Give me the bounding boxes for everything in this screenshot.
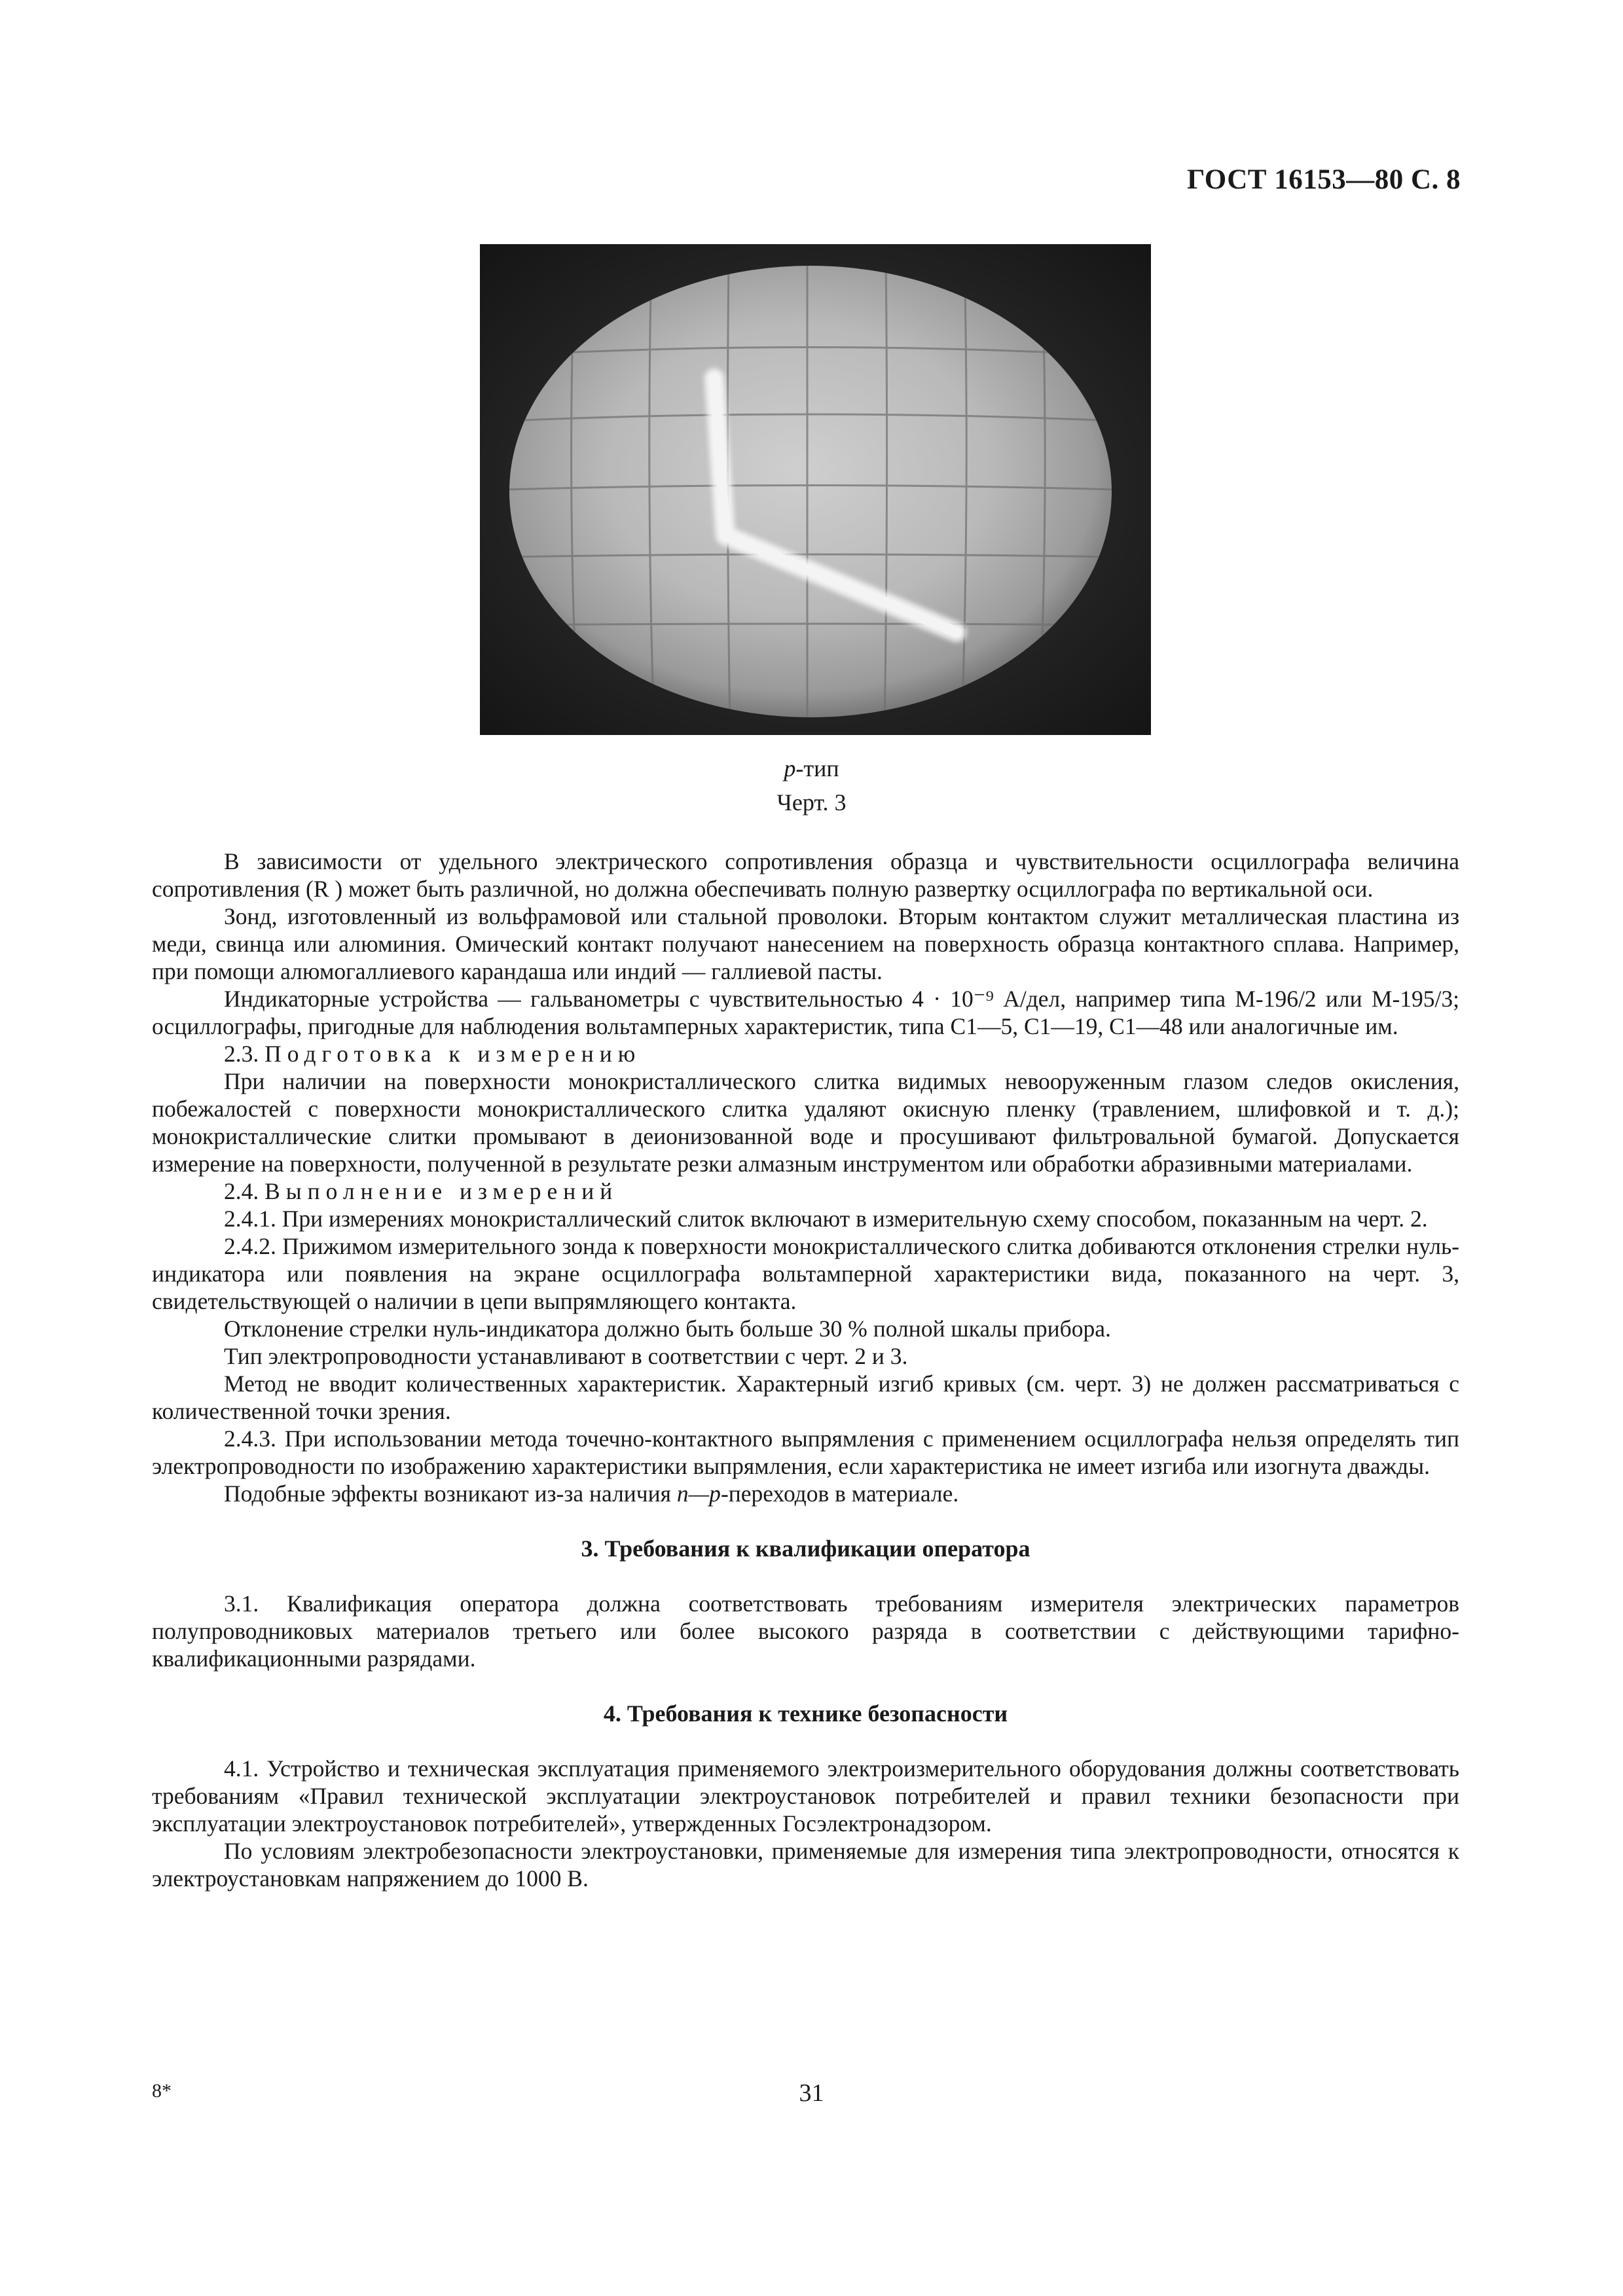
- paragraph: 3.1. Квалификация оператора должна соответствовать требованиям измерителя электрических параметров полупроводниковых материалов третьего или более высокого разряда в соответствии с действующими тарифно-квалификационными разрядами.: [152, 1590, 1459, 1672]
- paragraph: По условиям электробезопасности электроустановки, применяемые для измерения типа электропроводности, относятся к электроустановкам напряжением до 1000 В.: [152, 1838, 1459, 1892]
- paragraph: 2.4.3. При использовании метода точечно-контактного выпрямления с применением осциллографа нельзя определять тип электропроводности по изображению характеристики выпрямления, если характеристика не имеет изгиба или изогнута дважды.: [152, 1426, 1459, 1479]
- paragraph: Зонд, изготовленный из вольфрамовой или стальной проволоки. Вторым контактом служит металлическая пластина из меди, свинца или алюминия. Омический контакт получают нанесением на поверхность образца контактного сплава. Например, при помощи алюмогаллиевого карандаша или индий — галлиевой пасты.: [152, 903, 1459, 984]
- oscilloscope-screen: [509, 266, 1112, 717]
- oscillogram-photo: [480, 244, 1151, 735]
- body-text: [152, 848, 1459, 1892]
- section-3-heading: 3. Требования к квалификации оператора: [581, 1535, 1030, 1562]
- paragraph: Подобные эффекты возникают из-за наличия n—p-переходов в материале.: [224, 1480, 959, 1507]
- paragraph: 2.4.1. При измерениях монокристаллический слиток включают в измерительную схему способом, показанным на черт. 2.: [224, 1206, 1428, 1232]
- section-2-3-heading: 2.3. Подготовка к измерению: [224, 1041, 642, 1067]
- paragraph: В зависимости от удельного электрического сопротивления образца и чувствительности осциллографа величина сопротивления (R ) может быть различной, но должна обеспечивать полную развертку осциллографа по вертикальной оси.: [152, 848, 1459, 902]
- paragraph: Метод не вводит количественных характеристик. Характерный изгиб кривых (см. черт. 3) не должен рассматриваться с количественной точки зрения.: [152, 1371, 1459, 1424]
- oscillogram-image: [480, 244, 1151, 735]
- paragraph: При наличии на поверхности монокристаллического слитка видимых невооруженным глазом следов окисления, побежалостей с поверхности монокристаллического слитка удаляют окисную пленку (травлением, шлифовкой и т. д.); монокристаллические слитки промывают в деионизованной воде и просушивают фильтровальной бумагой. Допускается измерение на поверхности, полученной в результате резки алмазным инструментом или обработки абразивными материалами.: [152, 1068, 1459, 1177]
- paragraph: Отклонение стрелки нуль-индикатора должно быть больше 30 % полной шкалы прибора.: [224, 1316, 1111, 1342]
- paragraph: 4.1. Устройство и техническая эксплуатация применяемого электроизмерительного оборудования должны соответствовать требованиям «Правил технической эксплуатации электроустановок потребителей и правил техники безопасности при эксплуатации электроустановок потребителей», утвержденных Госэлектронадзором.: [152, 1755, 1459, 1837]
- section-2-4-heading: 2.4. Выполнение измерений: [224, 1178, 619, 1204]
- footer-mark: 8*: [152, 2080, 172, 2102]
- section-4-heading: 4. Требования к технике безопасности: [603, 1700, 1008, 1727]
- paragraph: Индикаторные устройства — гальванометры с чувствительностью 4 · 10⁻⁹ А/дел, например типа М-196/2 или М-195/3; осциллографы, пригодные для наблюдения вольтамперных характеристик, типа С1—5, С1—19, С1—48 или аналогичные им.: [152, 986, 1459, 1039]
- paragraph: 2.4.2. Прижимом измерительного зонда к поверхности монокристаллического слитка добиваются отклонения стрелки нуль-индикатора или появления на экране осциллографа вольтамперной характеристики вида, показанного на черт. 3, свидетельствующей о наличии в цепи выпрямляющего контакта.: [152, 1233, 1459, 1314]
- figure-type-label: p-тип: [784, 755, 839, 781]
- figure-caption: Черт. 3: [776, 789, 847, 816]
- paragraph: Тип электропроводности устанавливают в соответствии с черт. 2 и 3.: [224, 1343, 908, 1369]
- page-number: 31: [799, 2079, 824, 2107]
- standard-header: ГОСТ 16153—80 С. 8: [1186, 164, 1461, 195]
